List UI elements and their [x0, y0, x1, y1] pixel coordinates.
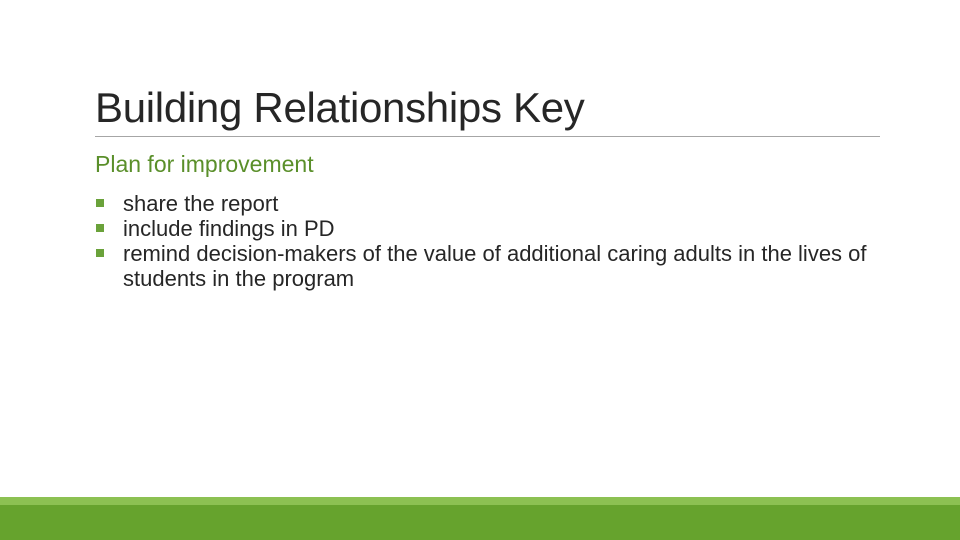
bullet-item	[95, 191, 875, 216]
slide-subtitle: Plan for improvement	[95, 151, 314, 177]
bullet-text: share the report	[123, 191, 279, 216]
square-bullet-icon	[96, 249, 104, 257]
square-bullet-icon	[96, 199, 104, 207]
bullet-item	[95, 241, 875, 291]
title-divider	[95, 136, 880, 137]
footer-band	[0, 505, 960, 540]
bullet-item	[95, 216, 875, 241]
bullet-list	[95, 191, 875, 291]
bullet-text: include findings in PD	[123, 216, 335, 241]
bullet-text: remind decision-makers of the value of additional caring adults in the lives of students in the program	[123, 241, 867, 291]
slide-title: Building Relationships Key	[95, 84, 585, 131]
footer-accent-stripe	[0, 497, 960, 505]
square-bullet-icon	[96, 224, 104, 232]
